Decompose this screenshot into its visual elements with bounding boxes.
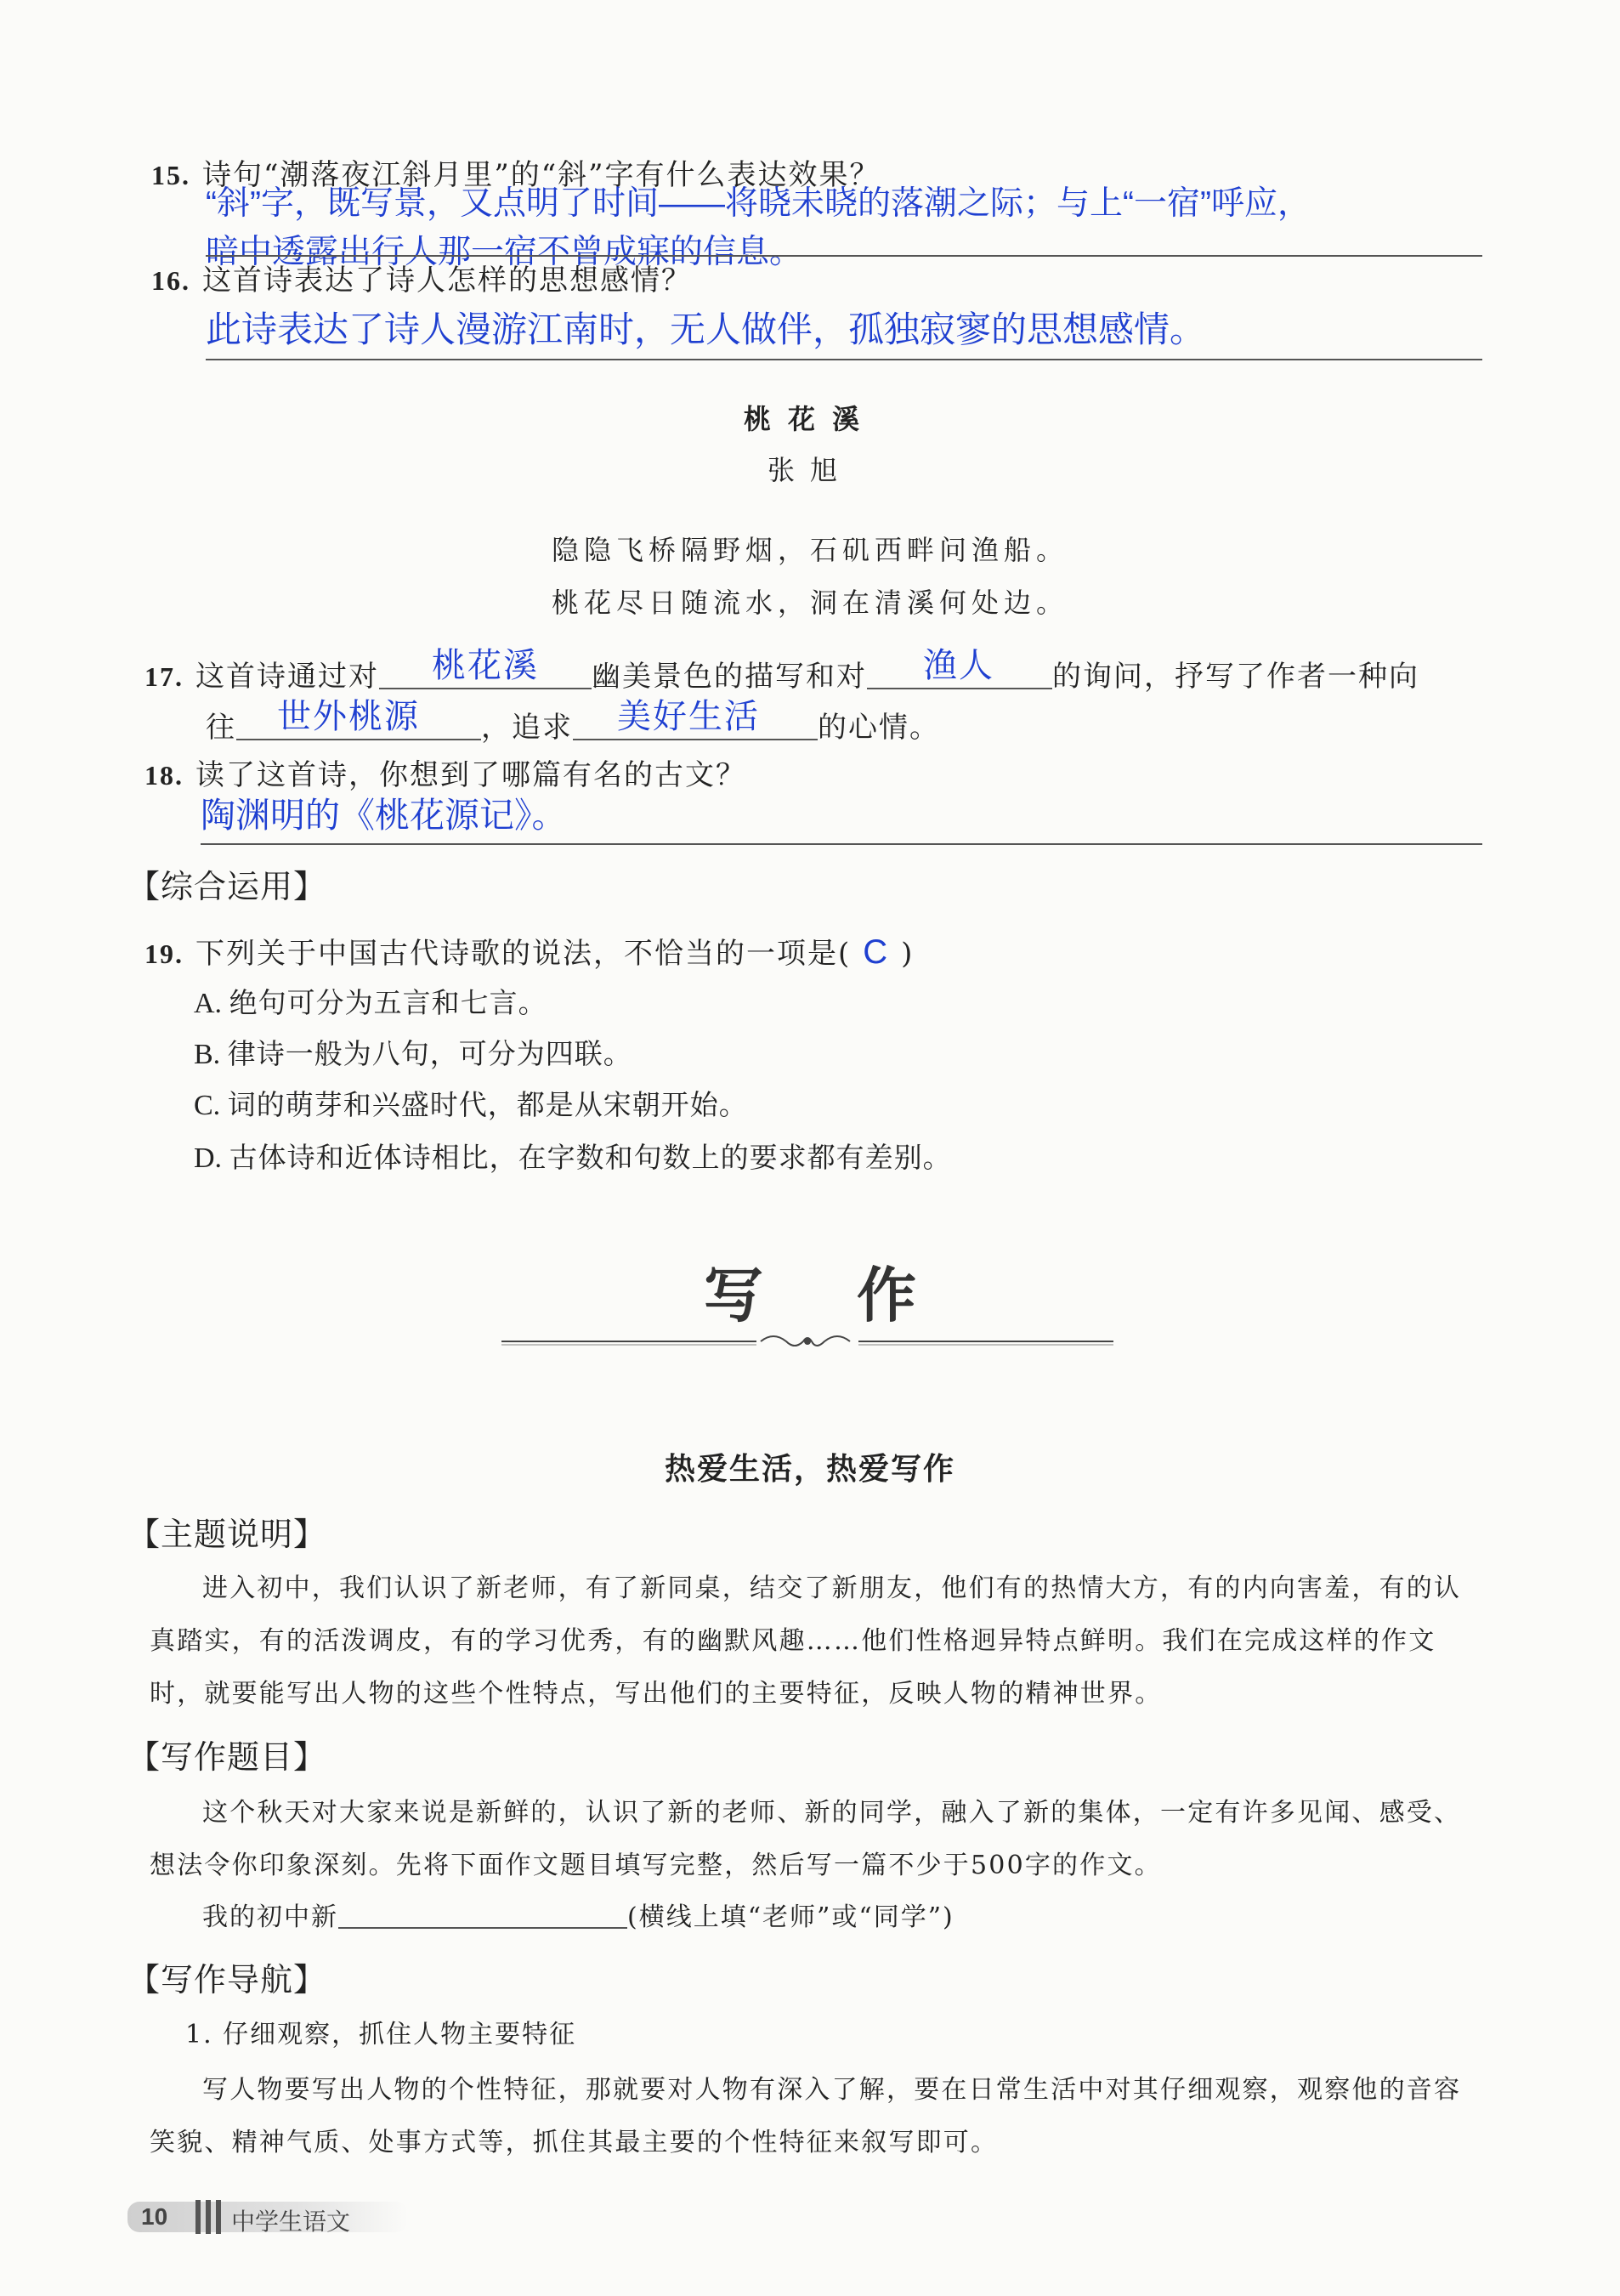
q15-answer-line2: 暗中透露出行人那一宿不曾成寐的信息。 (206, 234, 803, 270)
q17-question-line1: 17. 这首诗通过对 桃花溪 幽美景色的描写和对 渔人 的询问，抒写了作者一种向 (144, 653, 1419, 694)
guide-point-1: 1. 仔细观察，抓住人物主要特征 (185, 2020, 577, 2049)
guide-text: 写人物要写出人物的个性特征，那就要对人物有深入了解，要在日常生活中对其仔细观察，观察他的音容笑貌、精神气质、处事方式等，抓住其最主要的个性特征来叙写即可。 (150, 2075, 1462, 2157)
poem-author: 张旭 (767, 454, 852, 486)
q17-answer-4: 美好生活 (617, 698, 760, 735)
q17-blank-4 (573, 698, 818, 737)
q16-question: 16. 这首诗表达了诗人怎样的思想感情？ (151, 264, 692, 298)
q15-question: 15. 诗句“潮落夜江斜月里”的“斜”字有什么表达效果？ (151, 158, 881, 192)
q17-answer-3: 世外桃源 (277, 698, 420, 735)
theme-text: 进入初中，我们认识了新老师，有了新同桌，结交了新朋友，他们有的热情大方，有的内向害羞，有的认真踏实，有的活泼调皮，有的学习优秀，有的幽默风趣……他们性格迥异特点鲜明。我们在完成这样的作文时，就要能写出人物的这些个性特点，写出他们的主要特征，反映人物的精神世界。 (150, 1573, 1462, 1709)
q18-answer: 陶渊明的《桃花源记》。 (201, 796, 567, 835)
poem-line-2: 桃花尽日随流水，洞在清溪何处边。 (551, 587, 1068, 619)
q19-option-a: A. 绝句可分为五言和七言。 (194, 986, 547, 1019)
guide-label: 【写作导航】 (127, 1961, 327, 1998)
q19-question: 19. 下列关于中国古代诗歌的说法，不恰当的一项是( C ) (144, 933, 915, 971)
q17-blank-2 (867, 647, 1052, 686)
q18-question: 18. 读了这首诗，你想到了哪篇有名的古文？ (144, 758, 746, 792)
topic-text: 这个秋天对大家来说是新鲜的，认识了新的老师、新的同学，融入了新的集体，一定有许多见闻、感受、想法令你印象深刻。先将下面作文题目填写完整，然后写一篇不少于500字的作文。 (150, 1798, 1462, 1880)
q18-answer-rule (201, 843, 1482, 845)
ornament-divider (501, 1326, 1113, 1357)
q18-number: 18. (144, 760, 184, 791)
theme-label: 【主题说明】 (127, 1516, 327, 1553)
q15-answer-line1: “斜”字，既写景，又点明了时间——将晓未晓的落潮之际；与上“一宿”呼应， (206, 185, 1311, 222)
q19-number: 19. (144, 938, 184, 969)
page-number: 10 (141, 2203, 168, 2230)
q17-question-line2: 往 世外桃源 ，追求 美好生活 的心情。 (206, 704, 940, 745)
q16-number: 16. (151, 265, 190, 296)
q17-answer-1: 桃花溪 (432, 647, 539, 684)
topic-blank (338, 1900, 627, 1925)
essay-title: 热爱生活，热爱写作 (664, 1452, 955, 1487)
writing-heading: 写作 (704, 1260, 1010, 1330)
topic-prompt-line: 我的初中新 (横线上填“老师”或“同学”) (202, 1896, 954, 1933)
poem-title: 桃花溪 (743, 403, 876, 435)
q19-option-b: B. 律诗一般为八句，可分为四联。 (194, 1037, 632, 1070)
q17-number: 17. (144, 661, 184, 692)
section-comprehensive-label: 【综合运用】 (127, 868, 327, 905)
q16-answer-rule (206, 359, 1482, 360)
journal-name: 中学生语文 (231, 2208, 351, 2236)
q19-answer: C (863, 933, 890, 971)
q16-answer: 此诗表达了诗人漫游江南时，无人做伴，孤独寂寥的思想感情。 (206, 309, 1206, 349)
q17-blank-3 (236, 698, 481, 737)
topic-label: 【写作题目】 (127, 1738, 327, 1776)
q19-option-c: C. 词的萌芽和兴盛时代，都是从宋朝开始。 (194, 1088, 748, 1121)
q19-option-d: D. 古体诗和近体诗相比，在字数和句数上的要求都有差别。 (194, 1141, 952, 1174)
poem-line-1: 隐隐飞桥隔野烟，石矶西畔问渔船。 (551, 534, 1068, 566)
q17-answer-2: 渔人 (923, 647, 994, 684)
q15-number: 15. (151, 160, 190, 190)
q17-blank-1 (379, 647, 592, 686)
